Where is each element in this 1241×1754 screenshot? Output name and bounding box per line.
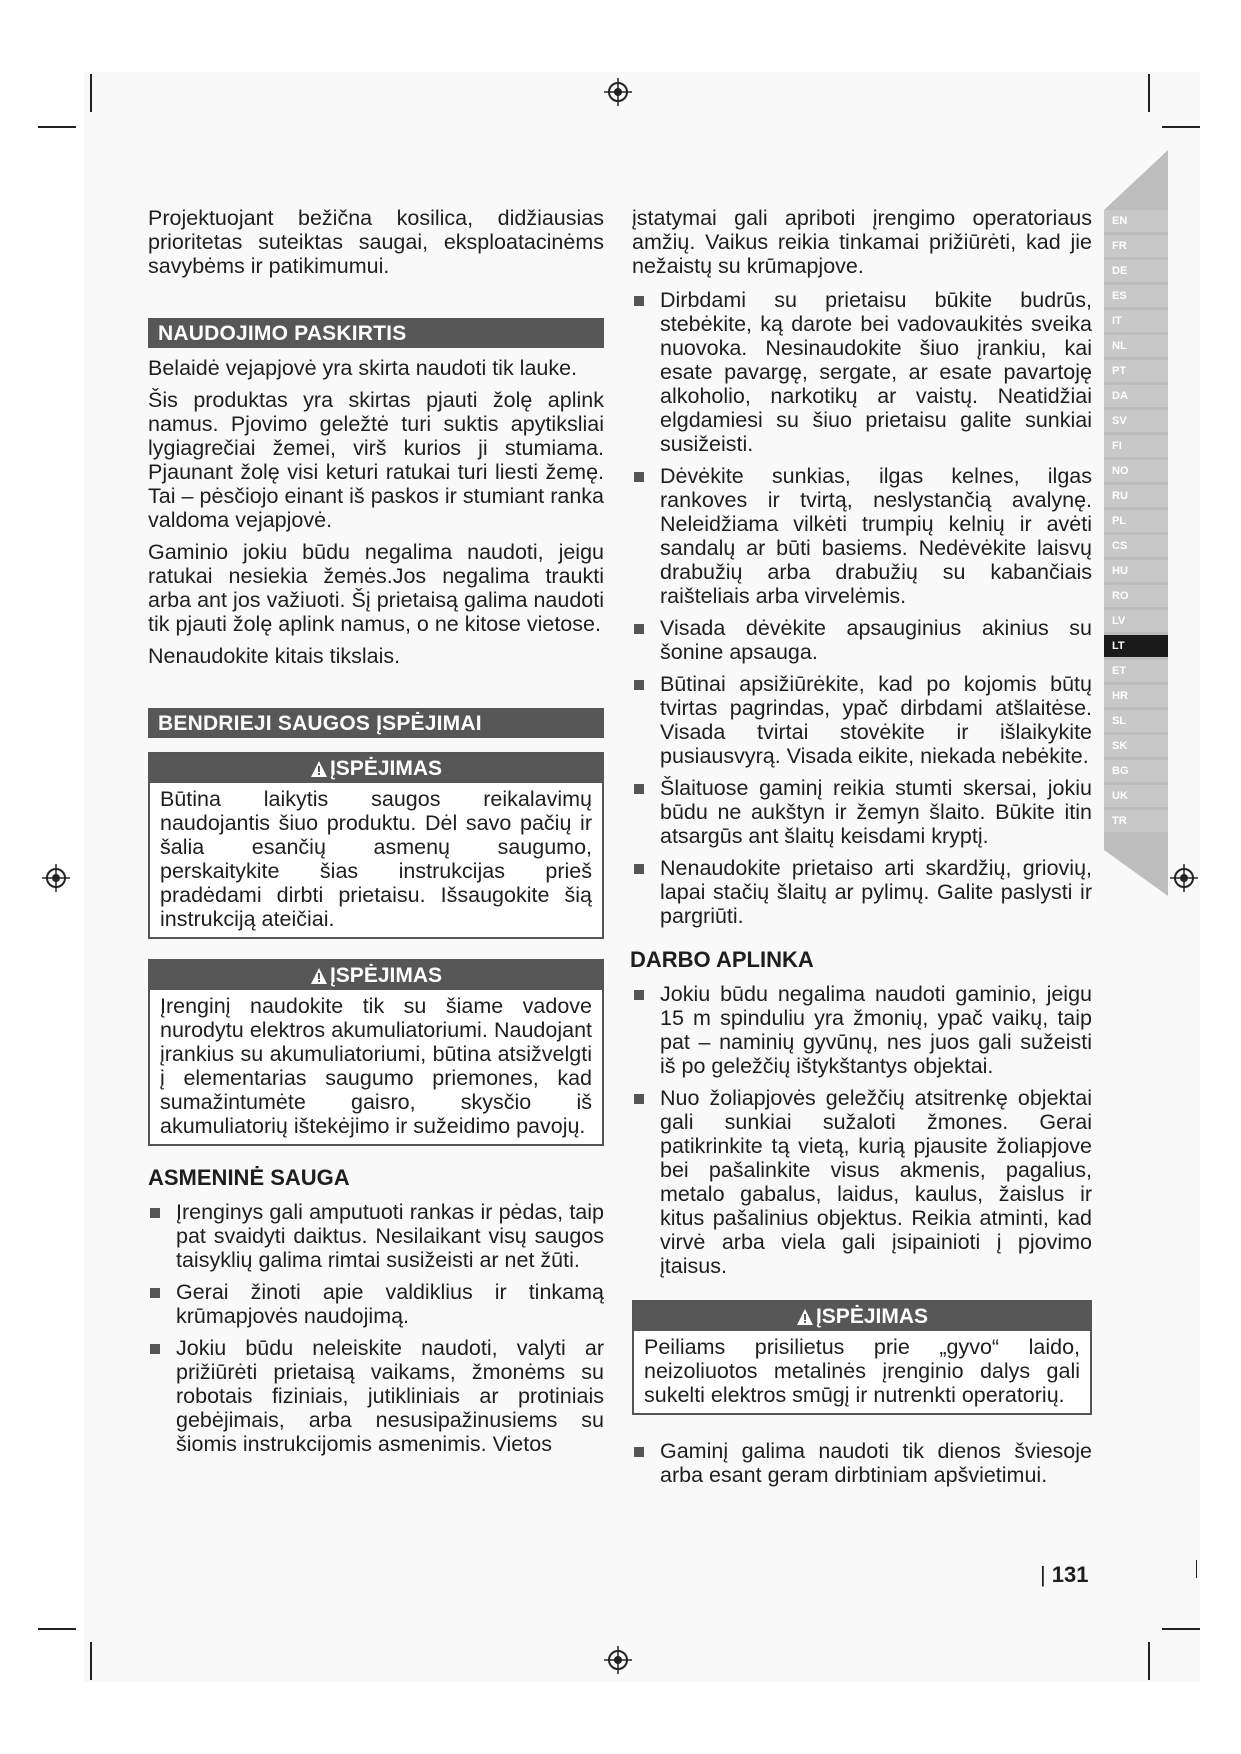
warning-triangle-icon — [310, 760, 328, 778]
warning-text: Būtina laikytis saugos reikalavimų naudojantis šiuo produktu. Dėl savo pačių ir šalia esančių asmenų saugumo, perskaitykite šias instrukcijas prieš pradėdami dirbti prietaisu. Išsaugokite šią instrukciją ateičiai. — [160, 787, 592, 931]
warning-title: ĮSPĖJIMAS — [329, 757, 443, 780]
language-tab-pt[interactable]: PT — [1104, 360, 1168, 382]
bullet-square-icon — [634, 990, 644, 1000]
list-item: Jokiu būdu neleiskite naudoti, valyti ar prižiūrėti prietaisą vaikams, žmonėms su robotais fiziniais, jutikliniais ar protiniais gebėjimais, arba nesusipažinusiems su šiomis instrukcijomis asmenimis. Vietos — [148, 1336, 604, 1456]
list-item: Nenaudokite prietaiso arti skardžių, griovių, lapai stačių šlaitų ar pylimų. Galite paslysti ir pargriūti. — [632, 856, 1092, 928]
warning-title: ĮSPĖJIMAS — [815, 1305, 929, 1328]
crop-mark-br-v — [1148, 1642, 1150, 1680]
warning-title: ĮSPĖJIMAS — [329, 964, 443, 987]
list-item: Šlaituose gaminį reikia stumti skersai, jokiu būdu ne aukštyn ir žemyn šlaito. Būkite itin atsargūs ant šlaitų keisdami kryptį. — [632, 776, 1092, 848]
crop-mark-bl-v — [90, 1642, 92, 1680]
personal-safety-list — [148, 1200, 604, 1456]
language-tab-sv[interactable]: SV — [1104, 410, 1168, 432]
language-tab-nl[interactable]: NL — [1104, 335, 1168, 357]
language-tab-hu[interactable]: HU — [1104, 560, 1168, 582]
language-tab-bg[interactable]: BG — [1104, 760, 1168, 782]
language-tab-sl[interactable]: SL — [1104, 710, 1168, 732]
lighting-list — [632, 1439, 1092, 1487]
bullet-square-icon — [634, 864, 644, 874]
section-title-purpose: NAUDOJIMO PASKIRTIS — [148, 318, 604, 348]
purpose-paragraph: Šis produktas yra skirtas pjauti žolę aplink namus. Pjovimo geležtė turi suktis apytiksliai lygiagrečiai žemei, virš kurios ji stumiama. Pjaunant žolę visi keturi ratukai turi liesti žemę. Tai – pėsčiojo einant iš paskos ir stumiant ranka valdoma vejapjovė. — [148, 388, 604, 532]
list-item: Gaminį galima naudoti tik dienos šviesoje arba esant geram dirbtiniam apšvietimui. — [632, 1439, 1092, 1487]
registration-mark-top-icon — [604, 78, 632, 106]
bullet-square-icon — [634, 1447, 644, 1457]
bullet-square-icon — [634, 1094, 644, 1104]
continuation-paragraph: įstatymai gali apriboti įrengimo operatoriaus amžių. Vaikus reikia tinkamai prižiūrėti, kad jie nežaistų su krūmapjove. — [632, 206, 1092, 278]
language-tab-it[interactable]: IT — [1104, 310, 1168, 332]
bullet-square-icon — [150, 1344, 160, 1354]
list-item: Dėvėkite sunkias, ilgas kelnes, ilgas rankoves ir tvirtą, neslystančią avalynę. Neleidžiama vilkėti trumpių kelnių ir avėti sandalų ar būti basiems. Nedėvėkite laisvų drabužių arba drabužių su kabančiais raišteliais arba virvelėmis. — [632, 464, 1092, 608]
warning-text: Įrenginį naudokite tik su šiame vadove nurodytu elektros akumuliatoriumi. Naudojant įrankius su akumuliatoriumi, būtina atsižvelgti į elementarias saugumo priemones, kad sumažintumėte gaisro, skysčio iš akumuliatorių ištekėjimo ir sužeidimo pavojų. — [160, 994, 592, 1138]
registration-mark-left-icon — [42, 864, 70, 892]
left-column — [148, 206, 604, 1464]
crop-mark-tl-h — [38, 126, 76, 128]
bullet-square-icon — [634, 296, 644, 306]
section-title-personal: ASMENINĖ SAUGA — [148, 1165, 350, 1190]
right-column — [632, 206, 1092, 1495]
page-number — [1040, 1562, 1088, 1588]
language-tab-lv[interactable]: LV — [1104, 610, 1168, 632]
purpose-paragraph: Belaidė vejapjovė yra skirta naudoti tik lauke. — [148, 356, 578, 380]
language-tab-lt[interactable]: LT — [1104, 635, 1168, 657]
language-tab-ru[interactable]: RU — [1104, 485, 1168, 507]
language-tab-et[interactable]: ET — [1104, 660, 1168, 682]
registration-mark-bottom-icon — [604, 1646, 632, 1674]
list-item: Gerai žinoti apie valdiklius ir tinkamą krūmapjovės naudojimą. — [148, 1280, 604, 1328]
crop-mark-tl-v — [90, 74, 92, 112]
bullet-square-icon — [634, 680, 644, 690]
purpose-paragraph: Nenaudokite kitais tikslais. — [148, 644, 401, 668]
bullet-square-icon — [634, 784, 644, 794]
crop-mark-tr-h — [1162, 126, 1200, 128]
bullet-square-icon — [150, 1208, 160, 1218]
language-tab-fr[interactable]: FR — [1104, 235, 1168, 257]
warning-box — [148, 959, 604, 1146]
language-tab-ro[interactable]: RO — [1104, 585, 1168, 607]
bullet-square-icon — [634, 624, 644, 634]
section-title-work-area: DARBO APLINKA — [630, 947, 814, 972]
list-item: Būtinai apsižiūrėkite, kad po kojomis būtų tvirtas pagrindas, ypač dirbdami atšlaitėse. Visada tvirtai stovėkite ir išlaikykite pusiausvyrą. Visada eikite, niekada nebėkite. — [632, 672, 1092, 768]
crop-mark-right-tick — [1196, 1560, 1197, 1578]
list-item: Visada dėvėkite apsauginius akinius su šonine apsauga. — [632, 616, 1092, 664]
language-tab-en[interactable]: EN — [1104, 210, 1168, 232]
right-safety-list — [632, 288, 1092, 928]
warning-text: Peiliams prisilietus prie „gyvo“ laido, neizoliuotos metalinės įrenginio dalys gali sukelti elektros smūgį ir nutrenkti operatorių. — [644, 1335, 1080, 1407]
crop-mark-tr-v — [1148, 74, 1150, 112]
crop-mark-br-h — [1162, 1628, 1200, 1630]
page-number-value: 131 — [1051, 1562, 1089, 1587]
page-number-separator: | — [1040, 1562, 1046, 1587]
language-tab-no[interactable]: NO — [1104, 460, 1168, 482]
list-item: Įrenginys gali amputuoti rankas ir pėdas, taip pat svaidyti daiktus. Nesilaikant visų saugos taisyklių galima rimtai susižeisti ar net žūti. — [148, 1200, 604, 1272]
language-tab-es[interactable]: ES — [1104, 285, 1168, 307]
warning-header — [634, 1302, 1090, 1331]
work-area-list — [632, 982, 1092, 1278]
bullet-square-icon — [150, 1288, 160, 1298]
list-item: Nuo žoliapjovės geležčių atsitrenkę objektai gali sunkiai sužaloti žmones. Gerai patikrinkite tą vietą, kurią pjausite žoliapjove bei pašalinkite visus akmenis, pagalius, metalo gabalus, laidus, kaulus, žaislus ir kitus pašalinius objektus. Reikia atminti, kad virvė arba viela gali įsipainioti į pjovimo įtaisus. — [632, 1086, 1092, 1278]
crop-mark-bl-h — [38, 1628, 76, 1630]
language-tab-sk[interactable]: SK — [1104, 735, 1168, 757]
language-tab-pl[interactable]: PL — [1104, 510, 1168, 532]
warning-header — [150, 754, 602, 783]
language-tab-cs[interactable]: CS — [1104, 535, 1168, 557]
language-tab-fi[interactable]: FI — [1104, 435, 1168, 457]
language-tab-hr[interactable]: HR — [1104, 685, 1168, 707]
warning-box — [632, 1300, 1092, 1415]
list-item: Jokiu būdu negalima naudoti gaminio, jeigu 15 m spinduliu yra žmonių, ypač vaikų, taip pat – naminių gyvūnų, nes juos gali sužeisti iš po geležčių ištykštantys objektai. — [632, 982, 1092, 1078]
bullet-square-icon — [634, 472, 644, 482]
list-item: Dirbdami su prietaisu būkite budrūs, stebėkite, ką darote bei vadovaukitės sveika nuovoka. Nesinaudokite šiuo įrankiu, kai esate pavargę, sergate, ar esate pavartoję alkoholio, narkotikų ar vaistų. Neatidžiai elgdamiesi su šiuo prietaisu galite sunkiai susižeisti. — [632, 288, 1092, 456]
intro-paragraph: Projektuojant bežična kosilica, didžiausias prioritetas suteiktas saugai, eksploatacinėms savybėms ir patikimumui. — [148, 206, 604, 278]
language-tab-tr[interactable]: TR — [1104, 810, 1168, 832]
language-tab-uk[interactable]: UK — [1104, 785, 1168, 807]
warning-header — [150, 961, 602, 990]
section-title-safety: BENDRIEJI SAUGOS ĮSPĖJIMAI — [148, 708, 604, 738]
warning-triangle-icon — [310, 967, 328, 985]
purpose-paragraph: Gaminio jokiu būdu negalima naudoti, jeigu ratukai nesiekia žemės.Jos negalima traukti arba ant jos važiuoti. Šį prietaisą galima naudoti tik pjauti žolę aplink namus, o ne kitose vietose. — [148, 540, 604, 636]
warning-triangle-icon — [796, 1308, 814, 1326]
language-tab-da[interactable]: DA — [1104, 385, 1168, 407]
registration-mark-right-icon — [1170, 864, 1198, 892]
warning-box — [148, 752, 604, 939]
language-tabs — [1104, 210, 1168, 835]
language-tab-de[interactable]: DE — [1104, 260, 1168, 282]
